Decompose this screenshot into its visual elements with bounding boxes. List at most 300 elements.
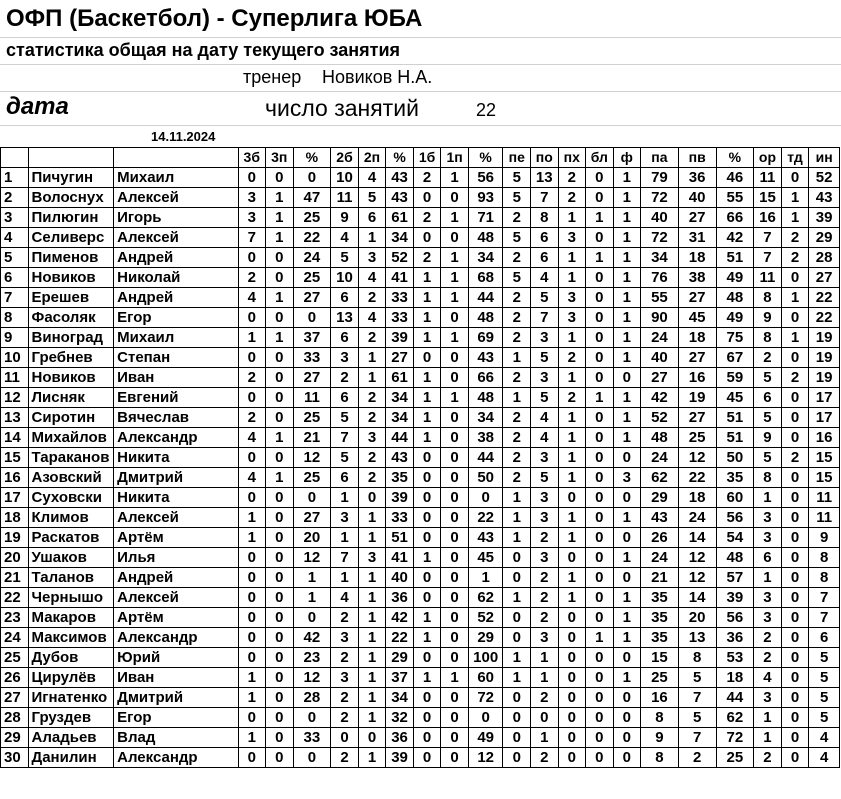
stat-cell: 18 [678,328,716,348]
stat-cell: 0 [238,308,266,328]
stat-cell: 15 [809,468,840,488]
last-name: Фасоляк [28,308,114,328]
stat-cell: 1 [238,528,266,548]
stat-cell: 5 [531,348,559,368]
first-name: Егор [114,708,238,728]
stat-cell: 36 [716,628,754,648]
stat-cell: 0 [781,488,809,508]
stat-cell: 27 [678,348,716,368]
stat-cell: 20 [678,608,716,628]
stat-cell: 2 [331,688,359,708]
stat-cell: 0 [293,748,331,768]
stat-cell: 0 [266,608,294,628]
stat-cell: 32 [386,708,414,728]
stat-cell: 3 [531,328,559,348]
stat-cell: 0 [781,568,809,588]
stat-cell: 36 [678,168,716,188]
stat-cell: 7 [531,308,559,328]
stat-cell: 11 [809,488,840,508]
first-name: Андрей [114,248,238,268]
last-name: Новиков [28,368,114,388]
stat-cell: 12 [468,748,503,768]
stat-cell: 1 [441,268,469,288]
stat-cell: 34 [386,228,414,248]
last-name: Данилин [28,748,114,768]
stat-cell: 24 [641,328,679,348]
row-number: 5 [1,248,29,268]
stat-cell: 2 [413,248,441,268]
stat-cell: 5 [531,468,559,488]
stat-cell: 1 [613,428,641,448]
stat-cell: 22 [293,228,331,248]
table-row [1,748,840,768]
stat-cell: 27 [809,268,840,288]
stat-cell: 0 [613,568,641,588]
stat-cell: 1 [613,608,641,628]
stat-cell: 1 [613,508,641,528]
first-name: Александр [114,428,238,448]
stat-cell: 0 [558,608,586,628]
table-row [1,448,840,468]
last-name: Селиверс [28,228,114,248]
stat-cell: 33 [386,288,414,308]
stat-cell: 0 [781,628,809,648]
stat-cell: 0 [266,308,294,328]
date-label: дата [6,93,69,120]
stat-cell: 2 [331,708,359,728]
table-row [1,488,840,508]
stat-cell: 0 [238,608,266,628]
stat-cell: 1 [266,228,294,248]
stat-cell: 4 [331,588,359,608]
stat-cell: 0 [266,668,294,688]
column-header: 2п [358,148,386,168]
stat-cell: 61 [386,368,414,388]
stat-cell: 0 [238,628,266,648]
stat-cell: 0 [613,368,641,388]
stat-cell: 0 [266,348,294,368]
stat-cell: 0 [441,568,469,588]
stat-cell: 39 [809,208,840,228]
last-name: Виноград [28,328,114,348]
stat-cell: 0 [441,408,469,428]
stat-cell: 0 [441,628,469,648]
stat-cell: 1 [293,588,331,608]
stat-cell: 6 [331,388,359,408]
first-name: Михаил [114,168,238,188]
last-name: Макаров [28,608,114,628]
column-header: 3п [266,148,294,168]
stat-cell: 3 [558,288,586,308]
stat-cell: 54 [716,528,754,548]
stat-cell: 0 [266,488,294,508]
stat-cell: 23 [293,648,331,668]
stat-cell: 5 [358,188,386,208]
gridline [0,91,841,92]
stat-cell: 45 [716,388,754,408]
stats-table [0,147,840,768]
stat-cell: 1 [613,288,641,308]
first-name: Александр [114,628,238,648]
row-number: 27 [1,688,29,708]
stat-cell: 1 [613,388,641,408]
table-row [1,628,840,648]
stat-cell: 1 [413,388,441,408]
stat-cell: 56 [468,168,503,188]
stat-cell: 15 [641,648,679,668]
table-row [1,508,840,528]
column-header: пе [503,148,531,168]
stat-cell: 40 [641,208,679,228]
row-number: 1 [1,168,29,188]
stat-cell: 1 [558,568,586,588]
stat-cell: 0 [781,348,809,368]
stat-cell: 49 [716,268,754,288]
stat-cell: 1 [781,288,809,308]
stat-cell: 2 [678,748,716,768]
first-name: Алексей [114,508,238,528]
stat-cell: 1 [586,628,614,648]
stat-cell: 1 [413,628,441,648]
table-row [1,468,840,488]
stat-cell: 0 [558,488,586,508]
stat-cell: 2 [413,208,441,228]
stat-cell: 0 [266,688,294,708]
table-row [1,228,840,248]
stat-cell: 43 [386,188,414,208]
column-header: 1п [441,148,469,168]
stat-cell: 16 [809,428,840,448]
stat-cell: 0 [413,528,441,548]
stat-cell: 2 [358,468,386,488]
stat-cell: 1 [331,488,359,508]
stat-cell: 0 [413,708,441,728]
stat-cell: 51 [716,408,754,428]
stat-cell: 8 [641,748,679,768]
stat-cell: 34 [641,248,679,268]
stat-cell: 1 [358,588,386,608]
table-row [1,668,840,688]
stat-cell: 2 [754,648,782,668]
stat-cell: 0 [613,448,641,468]
stat-cell: 9 [331,208,359,228]
stat-cell: 11 [293,388,331,408]
stat-cell: 38 [678,268,716,288]
stat-cell: 1 [358,568,386,588]
stat-cell: 27 [293,368,331,388]
stat-cell: 2 [531,528,559,548]
stat-cell: 1 [531,668,559,688]
stat-cell: 75 [716,328,754,348]
first-name: Николай [114,268,238,288]
stat-cell: 0 [413,488,441,508]
stat-cell: 0 [413,508,441,528]
stat-cell: 27 [678,288,716,308]
stat-cell: 0 [293,608,331,628]
stat-cell: 2 [531,568,559,588]
stat-cell: 4 [238,428,266,448]
header-row [1,148,840,168]
stat-cell: 7 [678,688,716,708]
first-name: Илья [114,548,238,568]
table-row [1,428,840,448]
first-name: Алексей [114,228,238,248]
stat-cell: 39 [386,328,414,348]
stat-cell: 6 [331,328,359,348]
stat-cell: 1 [503,488,531,508]
stat-cell: 0 [441,588,469,608]
stat-cell: 0 [781,308,809,328]
table-row [1,368,840,388]
stat-cell: 0 [266,648,294,668]
stat-cell: 0 [266,748,294,768]
stat-cell: 33 [386,508,414,528]
stat-cell: 25 [641,668,679,688]
stat-cell: 1 [613,308,641,328]
stat-cell: 19 [809,348,840,368]
stat-cell: 11 [331,188,359,208]
stat-cell: 6 [331,288,359,308]
stat-cell: 34 [386,388,414,408]
table-row [1,268,840,288]
stat-cell: 15 [809,448,840,468]
stat-cell: 1 [413,408,441,428]
stat-cell: 1 [266,208,294,228]
stat-cell: 72 [641,188,679,208]
stat-cell: 62 [468,588,503,608]
stat-cell: 44 [716,688,754,708]
stat-cell: 5 [754,408,782,428]
stat-cell: 1 [613,628,641,648]
stat-cell: 0 [586,728,614,748]
stat-cell: 1 [503,648,531,668]
sheet-title: ОФП (Баскетбол) - Суперлига ЮБА [6,5,423,32]
last-name: Тараканов [28,448,114,468]
stat-cell: 0 [266,628,294,648]
header-cell-empty [1,148,29,168]
stat-cell: 27 [293,288,331,308]
stat-cell: 1 [754,488,782,508]
row-number: 3 [1,208,29,228]
stat-cell: 0 [503,688,531,708]
stat-cell: 2 [754,348,782,368]
stat-cell: 5 [503,168,531,188]
stat-cell: 1 [441,288,469,308]
stat-cell: 1 [754,568,782,588]
stat-cell: 0 [586,708,614,728]
stat-cell: 1 [468,568,503,588]
stat-cell: 20 [293,528,331,548]
stat-cell: 0 [266,168,294,188]
stat-cell: 0 [441,348,469,368]
stat-cell: 1 [613,348,641,368]
stat-cell: 14 [678,588,716,608]
stat-cell: 0 [413,728,441,748]
stat-cell: 8 [678,648,716,668]
first-name: Андрей [114,288,238,308]
stat-cell: 0 [468,488,503,508]
stat-cell: 0 [238,348,266,368]
stat-cell: 3 [531,368,559,388]
stat-cell: 0 [586,308,614,328]
row-number: 15 [1,448,29,468]
last-name: Максимов [28,628,114,648]
stat-cell: 14 [678,528,716,548]
stat-cell: 1 [503,348,531,368]
stat-cell: 21 [293,428,331,448]
stat-cell: 9 [809,528,840,548]
stat-cell: 51 [716,248,754,268]
stat-cell: 12 [293,448,331,468]
stat-cell: 0 [238,648,266,668]
table-row [1,608,840,628]
stat-cell: 1 [266,188,294,208]
stat-cell: 0 [586,228,614,248]
stat-cell: 0 [266,268,294,288]
first-name: Михаил [114,328,238,348]
stat-cell: 0 [586,508,614,528]
date-value: 14.11.2024 [151,129,216,144]
stat-cell: 27 [678,208,716,228]
stat-cell: 0 [613,728,641,748]
stat-cell: 40 [678,188,716,208]
row-number: 21 [1,568,29,588]
stat-cell: 3 [558,308,586,328]
stat-cell: 0 [503,628,531,648]
stat-cell: 0 [781,608,809,628]
stat-cell: 0 [441,728,469,748]
stat-cell: 6 [754,388,782,408]
stat-cell: 0 [358,728,386,748]
header-cell-empty [114,148,238,168]
stat-cell: 1 [558,528,586,548]
stat-cell: 0 [266,408,294,428]
stat-cell: 7 [531,188,559,208]
last-name: Азовский [28,468,114,488]
stat-cell: 1 [266,428,294,448]
stat-cell: 11 [754,268,782,288]
stat-cell: 2 [238,368,266,388]
stat-cell: 47 [293,188,331,208]
stat-cell: 2 [531,748,559,768]
row-number: 2 [1,188,29,208]
first-name: Никита [114,448,238,468]
stat-cell: 15 [754,188,782,208]
first-name: Артём [114,528,238,548]
stat-cell: 2 [754,748,782,768]
stat-cell: 27 [678,408,716,428]
stat-cell: 0 [293,308,331,328]
row-number: 13 [1,408,29,428]
table-row [1,548,840,568]
stat-cell: 2 [358,448,386,468]
stat-cell: 22 [468,508,503,528]
stat-cell: 1 [358,508,386,528]
stat-cell: 2 [558,168,586,188]
stat-cell: 69 [468,328,503,348]
stat-cell: 2 [558,388,586,408]
stat-cell: 0 [558,728,586,748]
stat-cell: 29 [468,628,503,648]
stat-cell: 1 [613,588,641,608]
stat-cell: 11 [809,508,840,528]
stat-cell: 1 [293,568,331,588]
stat-cell: 25 [293,468,331,488]
stat-cell: 0 [266,548,294,568]
stat-cell: 1 [413,428,441,448]
stat-cell: 8 [754,468,782,488]
stat-cell: 0 [558,688,586,708]
table-row [1,188,840,208]
stat-cell: 6 [531,228,559,248]
stat-cell: 0 [586,748,614,768]
stat-cell: 1 [503,588,531,608]
stat-cell: 19 [809,328,840,348]
stat-cell: 0 [441,448,469,468]
stat-cell: 71 [468,208,503,228]
last-name: Гребнев [28,348,114,368]
stat-cell: 0 [613,648,641,668]
stat-cell: 0 [586,328,614,348]
stat-cell: 1 [503,388,531,408]
stat-cell: 1 [441,668,469,688]
stat-cell: 0 [586,168,614,188]
row-number: 14 [1,428,29,448]
stat-cell: 0 [781,668,809,688]
stat-cell: 39 [386,748,414,768]
row-number: 6 [1,268,29,288]
stat-cell: 1 [503,668,531,688]
sessions-count: 22 [476,100,497,120]
stat-cell: 52 [641,408,679,428]
stat-cell: 0 [586,348,614,368]
column-header: бл [586,148,614,168]
last-name: Таланов [28,568,114,588]
table-row [1,388,840,408]
stat-cell: 21 [641,568,679,588]
stat-cell: 1 [586,388,614,408]
stat-cell: 1 [358,228,386,248]
stat-cell: 1 [413,308,441,328]
stat-cell: 1 [413,368,441,388]
stat-cell: 25 [293,208,331,228]
stat-cell: 2 [781,368,809,388]
stat-cell: 0 [441,648,469,668]
stat-cell: 2 [558,188,586,208]
stat-cell: 0 [586,568,614,588]
stat-cell: 0 [781,168,809,188]
stat-cell: 12 [678,568,716,588]
stat-cell: 1 [613,268,641,288]
stat-cell: 5 [331,408,359,428]
stat-cell: 29 [386,648,414,668]
stat-cell: 3 [531,448,559,468]
stat-cell: 52 [468,608,503,628]
stat-cell: 0 [441,688,469,708]
stat-cell: 0 [266,368,294,388]
stat-cell: 2 [531,588,559,608]
stat-cell: 1 [441,248,469,268]
stat-cell: 12 [293,548,331,568]
stat-cell: 6 [531,248,559,268]
stat-cell: 49 [716,308,754,328]
stat-cell: 1 [266,328,294,348]
gridline [0,64,841,65]
stat-cell: 3 [358,428,386,448]
stat-cell: 51 [716,428,754,448]
stat-cell: 1 [558,368,586,388]
row-number: 18 [1,508,29,528]
